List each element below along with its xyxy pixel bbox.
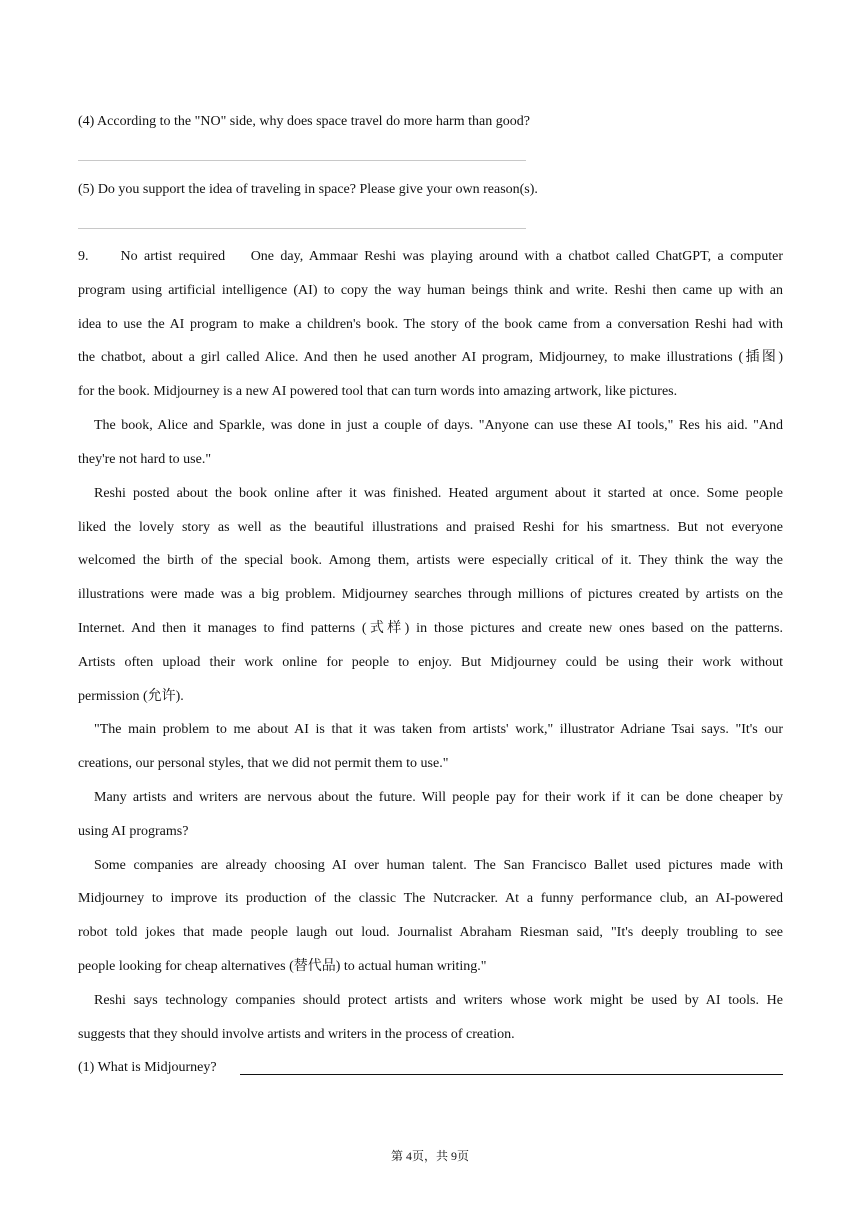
passage-line: The book, Alice and Sparkle, was done in just a couple of days. "Anyone can use these AI tools," Res his aid. "And <box>94 418 783 433</box>
passage-line: they're not hard to use." <box>78 452 212 467</box>
passage-line: Artists often upload their work online for people to enjoy. But Midjourney could be using their work without <box>78 655 783 670</box>
question-5: (5) Do you support the idea of traveling in space? Please give your own reason(s). <box>78 182 538 197</box>
passage-line: the chatbot, about a girl called Alice. And then he used another AI program, Midjourney, to make illustrations (插图) <box>78 350 783 365</box>
passage-line: Some companies are already choosing AI over human talent. The San Francisco Ballet used pictures made with <box>94 858 783 873</box>
passage-line: Many artists and writers are nervous about the future. Will people pay for their work if it can be done cheaper by <box>94 790 783 805</box>
question-1-midjourney: (1) What is Midjourney? <box>78 1060 217 1075</box>
page-footer: 第 4页，共 9页 <box>390 1149 469 1163</box>
passage-line: robot told jokes that made people laugh out loud. Journalist Abraham Riesman said, "It's deeply troubling to see <box>78 925 783 940</box>
passage-line: 9. No artist required One day, Ammaar Reshi was playing around with a chatbot called ChatGPT, a computer <box>78 249 783 264</box>
passage-line: program using artificial intelligence (AI) to copy the way human beings think and write. Reshi then came up with an <box>78 283 783 298</box>
passage-line: Internet. And then it manages to find patterns (式样) in those pictures and create new ones based on the patterns. <box>78 621 783 636</box>
passage-line: "The main problem to me about AI is that it was taken from artists' work," illustrator Adriane Tsai says. "It's our <box>94 722 783 737</box>
passage-line: people looking for cheap alternatives (替代品) to actual human writing." <box>78 959 487 974</box>
answer-line-q5 <box>78 228 526 229</box>
passage-line: for the book. Midjourney is a new AI powered tool that can turn words into amazing artwork, like pictures. <box>78 384 678 399</box>
passage-line: Midjourney to improve its production of the classic The Nutcracker. At a funny performance club, an AI-powered <box>78 891 783 906</box>
passage-line: suggests that they should involve artists and writers in the process of creation. <box>78 1027 515 1042</box>
answer-line-q4 <box>78 160 526 161</box>
passage-line: Reshi posted about the book online after it was finished. Heated argument about it started at once. Some people <box>94 486 783 501</box>
passage-line: creations, our personal styles, that we did not permit them to use." <box>78 756 449 771</box>
passage-line: welcomed the birth of the special book. Among them, artists were especially critical of it. They think the way the <box>78 553 783 568</box>
passage-line: using AI programs? <box>78 824 189 839</box>
passage-line: idea to use the AI program to make a children's book. The story of the book came from a conversation Reshi had with <box>78 317 783 332</box>
passage-line: liked the lovely story as well as the beautiful illustrations and praised Reshi for his smartness. But not everyone <box>78 520 783 535</box>
passage-line: illustrations were made was a big problem. Midjourney searches through millions of pictures created by artists on the <box>78 587 783 602</box>
passage-line: Reshi says technology companies should protect artists and writers whose work might be used by AI tools. He <box>94 993 783 1008</box>
passage-line: permission (允许). <box>78 689 184 704</box>
answer-line-q1[interactable] <box>240 1074 783 1075</box>
question-4: (4) According to the "NO" side, why does space travel do more harm than good? <box>78 114 530 129</box>
